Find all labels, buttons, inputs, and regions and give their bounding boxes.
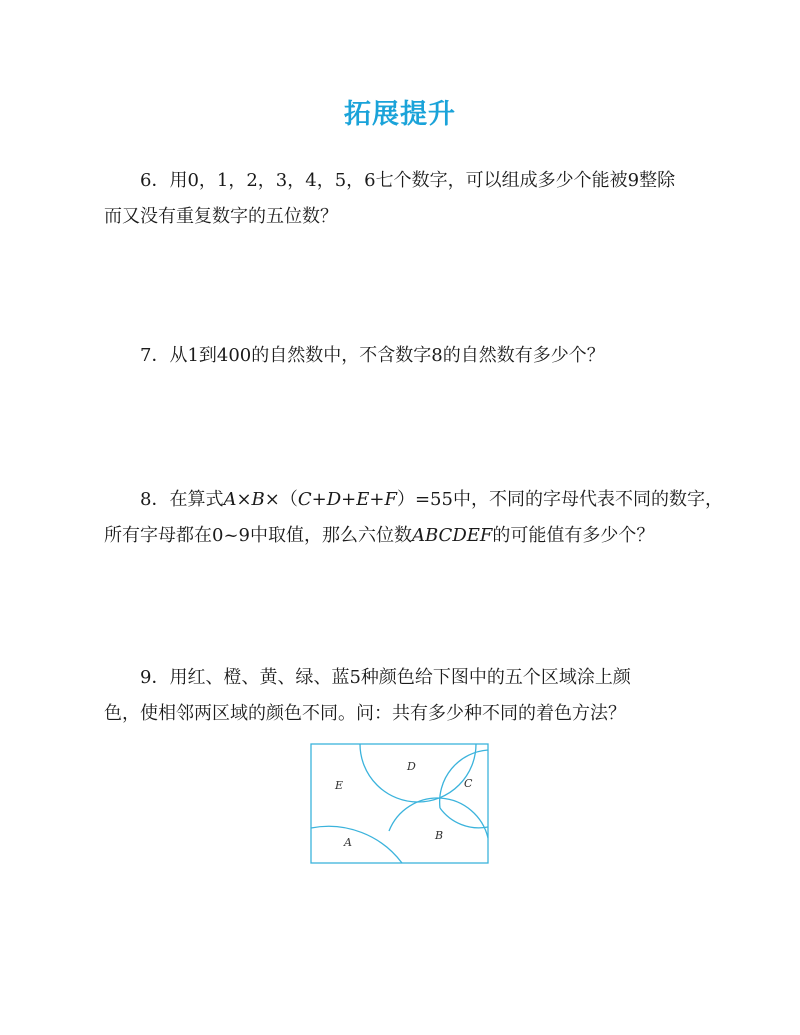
- label-a: A: [344, 836, 352, 849]
- question-7: [104, 338, 704, 374]
- question-9-line-2: 色，使相邻两区域的颜色不同。问：共有多少种不同的着色方法？: [104, 703, 626, 724]
- var-a: A: [223, 489, 237, 510]
- question-6: [104, 163, 704, 235]
- question-8-line-2: [104, 518, 704, 554]
- arc-a-top: [311, 826, 402, 863]
- six-digit-number: ABCDEF: [412, 525, 493, 546]
- arc-d-top: [360, 744, 476, 802]
- page-title: 拓展提升: [344, 99, 456, 130]
- label-c: C: [464, 777, 473, 790]
- label-b: B: [435, 829, 444, 842]
- question-6-line-1: 6．用0，1，2，3，4，5，6七个数字，可以组成多少个能被9整除: [140, 170, 676, 191]
- times-sign-2: ×（: [264, 489, 298, 510]
- region-diagram: [310, 743, 490, 865]
- question-8-line-1: [104, 482, 723, 518]
- question-8-line-2-suffix: 的可能值有多少个？: [492, 525, 655, 546]
- question-6-line-2: 而又没有重复数字的五位数？: [104, 206, 338, 227]
- label-e: E: [335, 779, 344, 792]
- question-8-prefix: 8．在算式: [140, 489, 224, 510]
- region-figure: [310, 743, 490, 865]
- question-9-line-1: 9．用红、橙、黄、绿、蓝5种颜色给下图中的五个区域涂上颜: [140, 667, 631, 688]
- arc-c-bottom: [440, 808, 488, 828]
- var-b: B: [251, 489, 265, 510]
- question-8: [104, 482, 723, 554]
- question-8-suffix: ）=55中，不同的字母代表不同的数字，: [396, 489, 723, 510]
- question-7-line-1: 7．从1到400的自然数中，不含数字8的自然数有多少个？: [140, 345, 605, 366]
- question-8-line-2-prefix: 所有字母都在0~9中取值，那么六位数: [104, 525, 412, 546]
- label-d: D: [407, 760, 416, 773]
- sum-expression: C+D+E+F: [297, 489, 397, 510]
- region-boundaries: [311, 744, 488, 863]
- times-sign-1: ×: [236, 489, 252, 510]
- question-9: [104, 660, 704, 732]
